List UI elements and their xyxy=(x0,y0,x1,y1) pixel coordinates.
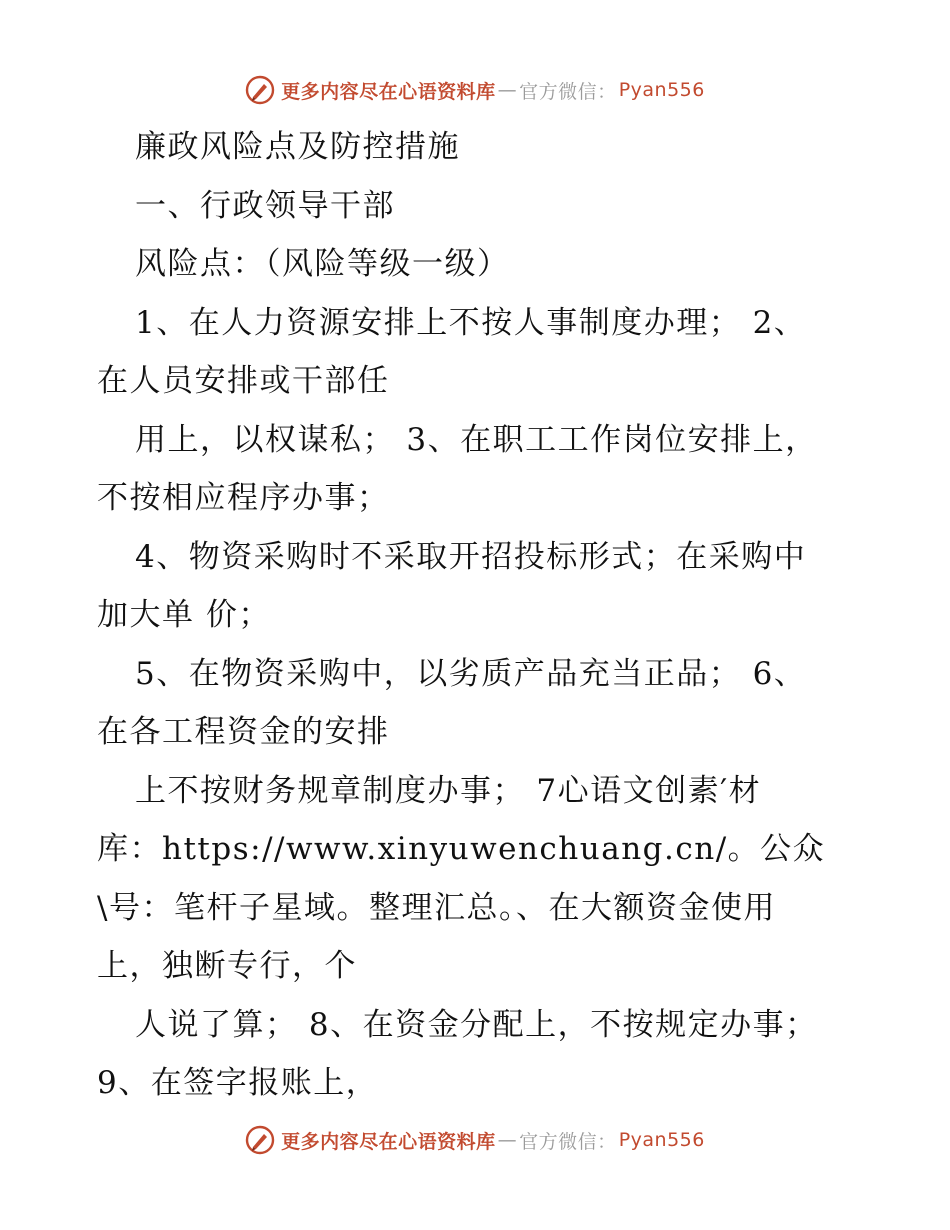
paragraph-line: 9、在签字报账上， xyxy=(97,1065,379,1101)
header-banner xyxy=(0,70,950,110)
banner-brand-text: 更多内容尽在心语资料库 xyxy=(281,80,496,103)
paragraph-line: 不按相应程序办事； xyxy=(97,480,390,516)
paragraph-line: 人说了算； 8、在资金分配上，不按规定办事； xyxy=(135,1006,818,1043)
footer-banner xyxy=(0,1120,950,1160)
risk-point-heading: 风险点：（风险等级一级） xyxy=(135,246,510,282)
paragraph-line: 上不按财务规章制度办事； 7心语文创素′材 xyxy=(135,772,762,809)
paragraph-line: 1、在人力资源安排上不按人事制度办理； 2、 xyxy=(135,304,807,341)
banner-wechat-label: 官方微信： xyxy=(519,80,617,103)
paragraph-line: 用上，以权谋私； 3、在职工工作岗位安排上， xyxy=(135,421,818,458)
banner-wechat-id: Pyan556 xyxy=(618,1129,705,1151)
paragraph-line: 库：https://www.xinyuwenchuang.cn/。公众 xyxy=(97,831,826,867)
paragraph-line: 上，独断专行，个 xyxy=(97,948,357,984)
paragraph-line: \号：笔杆子星域。整理汇总。、在大额资金使用 xyxy=(97,889,776,926)
banner-brand-text: 更多内容尽在心语资料库 xyxy=(281,1130,496,1153)
document-body xyxy=(97,118,837,1113)
pen-logo-icon xyxy=(245,1125,275,1155)
paragraph-line: 4、物资采购时不采取开招投标形式；在采购中 xyxy=(135,538,807,575)
paragraph-line: 5、在物资采购中，以劣质产品充当正品； 6、 xyxy=(135,655,807,692)
paragraph-line: 在人员安排或干部任 xyxy=(97,363,390,399)
paragraph-line: 在各工程资金的安排 xyxy=(97,714,390,750)
banner-dash: — xyxy=(497,79,518,101)
banner-wechat-id: Pyan556 xyxy=(618,79,705,101)
pen-logo-icon xyxy=(245,75,275,105)
banner-dash: — xyxy=(497,1129,518,1151)
banner-wechat-label: 官方微信： xyxy=(519,1130,617,1153)
paragraph-line: 加大单 价； xyxy=(97,597,271,633)
section-heading: 一、行政领导干部 xyxy=(135,187,395,224)
document-title: 廉政风险点及防控措施 xyxy=(135,129,460,165)
